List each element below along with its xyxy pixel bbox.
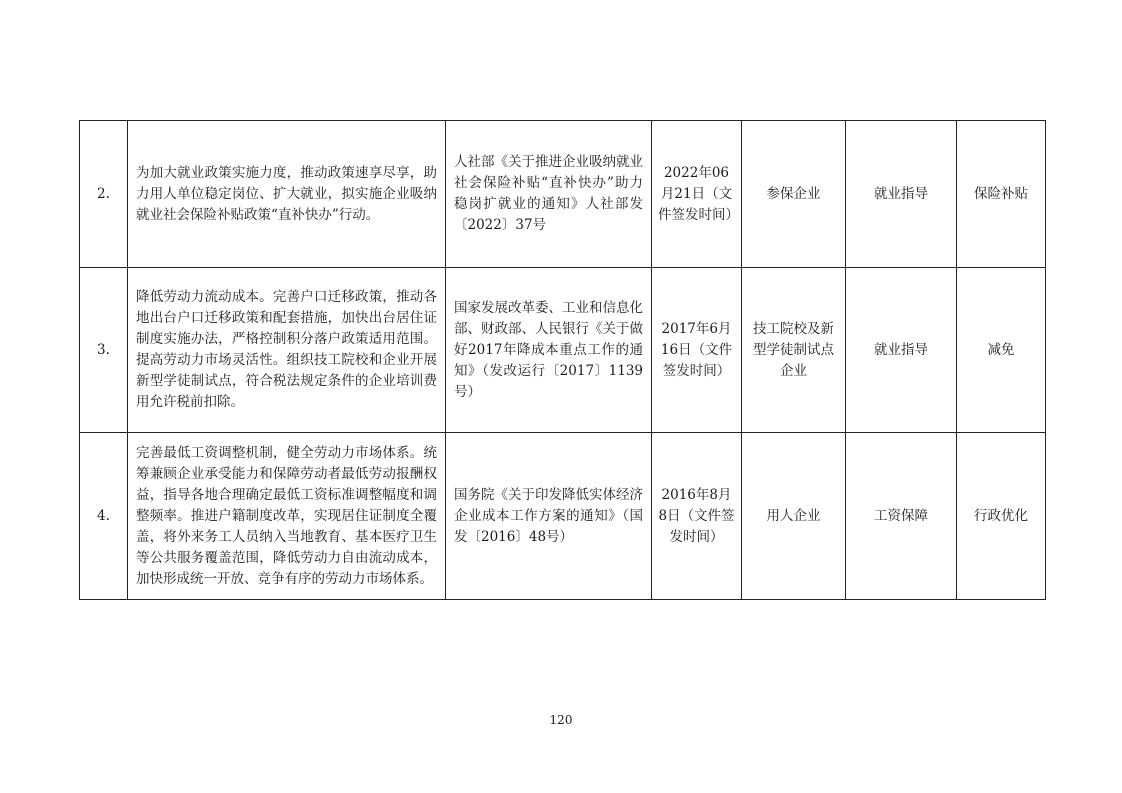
policy-category: 就业指导 xyxy=(846,121,957,268)
target-group: 参保企业 xyxy=(742,121,846,268)
row-number: 4. xyxy=(80,433,128,600)
policy-type: 行政优化 xyxy=(957,433,1046,600)
policy-type: 保险补贴 xyxy=(957,121,1046,268)
issue-date: 2022年06月21日（文件签发时间） xyxy=(652,121,742,268)
target-group: 技工院校及新型学徒制试点企业 xyxy=(742,268,846,433)
issue-date: 2017年6月16日（文件签发时间） xyxy=(652,268,742,433)
policy-description: 完善最低工资调整机制，健全劳动力市场体系。统筹兼顾企业承受能力和保障劳动者最低劳动报酬权益，指导各地合理确定最低工资标准调整幅度和调整频率。推进户籍制度改革，实现居住证制度全覆盖，将外来务工人员纳入当地教育、基本医疗卫生等公共服务覆盖范围，降低劳动力自由流动成本，加快形成统一开放、竞争有序的劳动力市场体系。 xyxy=(128,433,446,600)
table-row xyxy=(80,433,1046,600)
table-row xyxy=(80,121,1046,268)
policy-description: 降低劳动力流动成本。完善户口迁移政策，推动各地出台户口迁移政策和配套措施，加快出台居住证制度实施办法，严格控制积分落户政策适用范围。提高劳动力市场灵活性。组织技工院校和企业开展新型学徒制试点，符合税法规定条件的企业培训费用允许税前扣除。 xyxy=(128,268,446,433)
policy-source: 国务院《关于印发降低实体经济企业成本工作方案的通知》（国发〔2016〕48号） xyxy=(446,433,652,600)
table-row xyxy=(80,268,1046,433)
page-number: 120 xyxy=(549,713,573,727)
policy-description: 为加大就业政策实施力度，推动政策速享尽享，助力用人单位稳定岗位、扩大就业，拟实施企业吸纳就业社会保险补贴政策“直补快办”行动。 xyxy=(128,121,446,268)
row-number: 2. xyxy=(80,121,128,268)
policy-table xyxy=(79,120,1046,600)
policy-source: 人社部《关于推进企业吸纳就业社会保险补贴“直补快办”助力稳岗扩就业的通知》人社部发〔2022〕37号 xyxy=(446,121,652,268)
issue-date: 2016年8月8日（文件签发时间） xyxy=(652,433,742,600)
policy-source: 国家发展改革委、工业和信息化部、财政部、人民银行《关于做好2017年降成本重点工作的通知》（发改运行〔2017〕1139号） xyxy=(446,268,652,433)
policy-category: 工资保障 xyxy=(846,433,957,600)
policy-type: 减免 xyxy=(957,268,1046,433)
row-number: 3. xyxy=(80,268,128,433)
target-group: 用人企业 xyxy=(742,433,846,600)
policy-category: 就业指导 xyxy=(846,268,957,433)
